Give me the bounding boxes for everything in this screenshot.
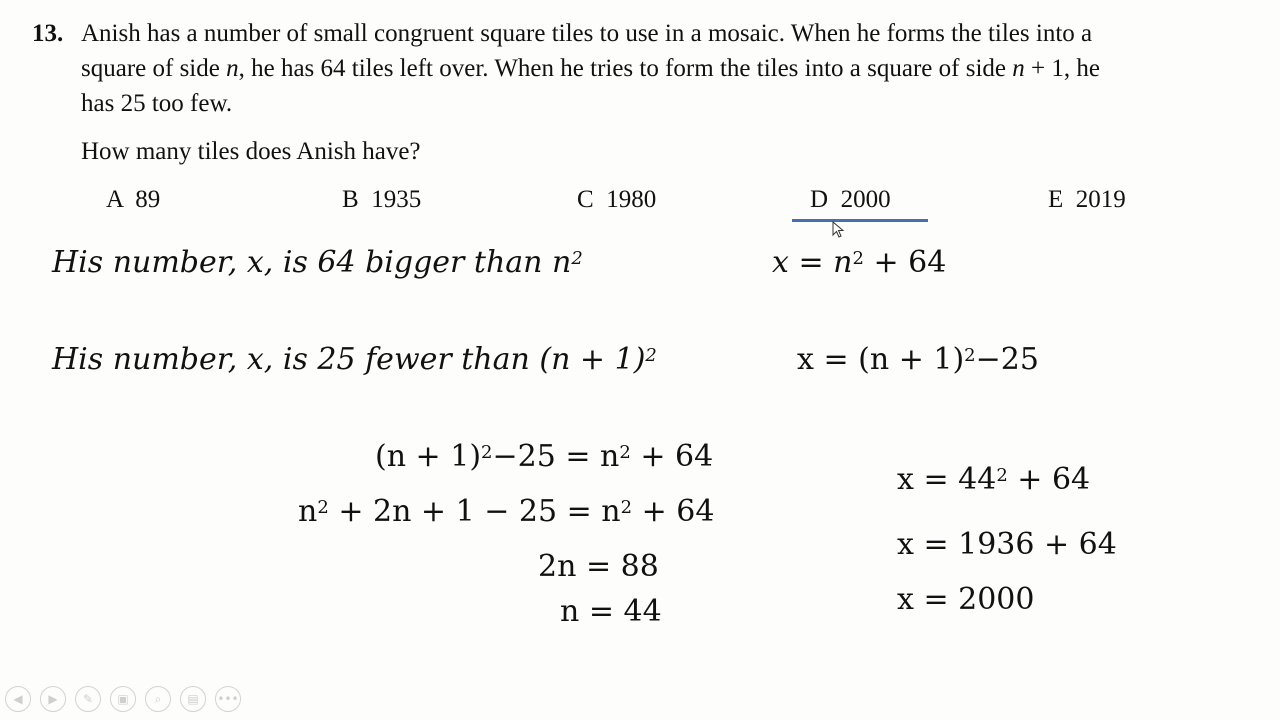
next-icon[interactable]: ▶ xyxy=(40,686,66,712)
algebra-line-3: 2n = 88 xyxy=(538,549,659,584)
question-text xyxy=(81,16,1246,121)
result-line-2: x = 1936 + 64 xyxy=(897,527,1117,562)
option-a: A 89 xyxy=(106,186,161,213)
question-number: 13. xyxy=(32,20,64,47)
option-c: C 1980 xyxy=(577,186,657,213)
result-line-1: $x = 44^2 + 64$ xyxy=(897,462,1091,497)
option-d: D 2000 xyxy=(810,186,891,213)
result-line-3: x = 2000 xyxy=(897,582,1035,617)
question-line-3: has 25 too few. xyxy=(81,90,233,117)
answer-underline xyxy=(792,219,928,222)
equation-1: $x = n^2 + 64$ xyxy=(772,245,947,280)
algebra-line-1: $(n + 1)^2-25 = n^2 + 64$ xyxy=(375,439,714,474)
pen-icon[interactable]: ✎ xyxy=(75,686,101,712)
question-prompt: How many tiles does Anish have? xyxy=(81,138,421,165)
option-e: E 2019 xyxy=(1048,186,1126,213)
prev-icon[interactable]: ◀ xyxy=(5,686,31,712)
question-line-1: Anish has a number of small congruent square tiles to use in a mosaic. When he forms the tiles into a xyxy=(81,20,1093,47)
algebra-line-2: $n^2 + 2n + 1 - 25 = n^2 + 64$ xyxy=(298,494,715,529)
mouse-cursor-icon xyxy=(832,221,846,239)
statement-1: His number, x, is 64 bigger than $n^2$ xyxy=(52,245,583,280)
more-icon[interactable]: ••• xyxy=(215,686,241,712)
equation-2: $x = (n + 1)^2-25$ xyxy=(797,342,1039,377)
statement-2: His number, x, is 25 fewer than $(n + 1)^2$ xyxy=(52,342,657,377)
question-line-2: square of side n, he has 64 tiles left over. When he tries to form the tiles into a square of side n + 1, he xyxy=(81,55,1100,82)
slides-icon[interactable]: ▣ xyxy=(110,686,136,712)
presenter-toolbar xyxy=(5,686,241,712)
zoom-icon[interactable]: ⌕ xyxy=(145,686,171,712)
subtitles-icon[interactable]: ▤ xyxy=(180,686,206,712)
option-b: B 1935 xyxy=(342,186,422,213)
algebra-line-4: n = 44 xyxy=(560,594,662,629)
